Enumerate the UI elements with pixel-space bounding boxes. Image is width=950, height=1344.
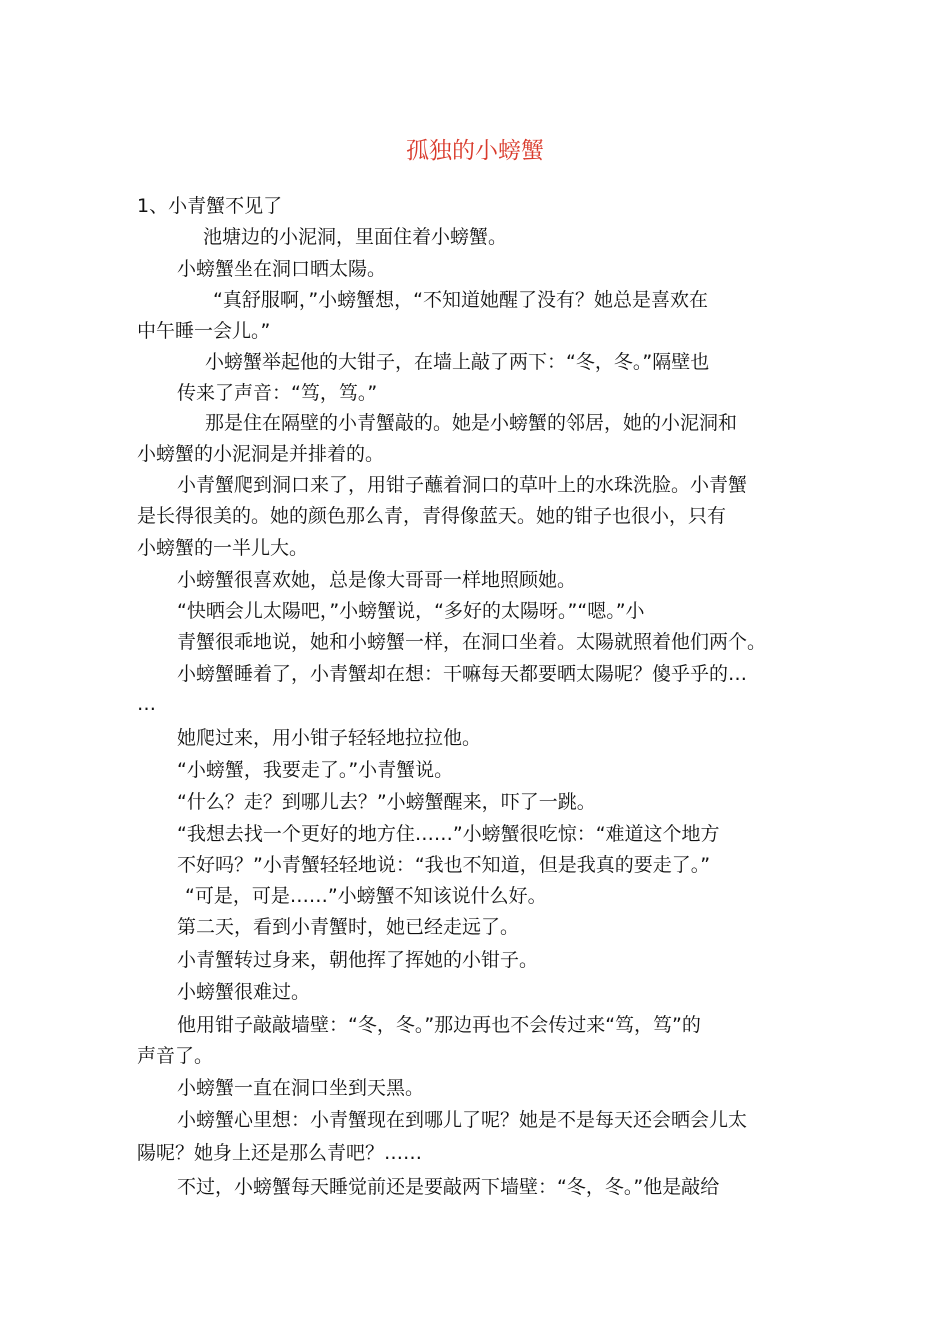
text-line: “我想去找一个更好的地方住……”小螃蟹很吃惊：“难道这个地方 (177, 823, 720, 845)
text-line: 小青蟹爬到洞口来了，用钳子蘸着洞口的草叶上的水珠洗脸。小青蟹 (177, 474, 748, 496)
text-line: 小螃蟹的小泥洞是并排着的。 (137, 443, 385, 465)
text-line: “什么？走？到哪儿去？”小螃蟹醒来，吓了一跳。 (177, 791, 596, 813)
text-line: 他用钳子敲敲墙壁：“冬，冬。”那边再也不会传过来“笃，笃”的 (177, 1014, 701, 1036)
text-line: 那是住在隔壁的小青蟹敲的。她是小螃蟹的邻居，她的小泥洞和 (205, 412, 738, 434)
text-line: 小青蟹转过身来，朝他挥了挥她的小钳子。 (177, 949, 539, 971)
text-line: 池塘边的小泥洞，里面住着小螃蟹。 (203, 226, 508, 248)
text-line: 小螃蟹心里想：小青蟹现在到哪儿了呢？她是不是每天还会晒会儿太 (177, 1109, 748, 1131)
text-line: 小螃蟹的一半儿大。 (137, 537, 309, 559)
text-line: 小螃蟹一直在洞口坐到天黑。 (177, 1077, 425, 1099)
text-line: “可是，可是……”小螃蟹不知该说什么好。 (185, 885, 547, 907)
text-line: … (137, 693, 156, 715)
text-line: 小螃蟹举起他的大钳子，在墙上敲了两下：“冬，冬。”隔壁也 (205, 351, 710, 373)
text-line: 小螃蟹很喜欢她，总是像大哥哥一样地照顾她。 (177, 569, 577, 591)
page-title: 孤独的小螃蟹 (406, 138, 544, 164)
text-line: 小螃蟹睡着了，小青蟹却在想：干嘛每天都要晒太陽呢？傻乎乎的… (177, 663, 748, 685)
section-heading: 1、小青蟹不见了 (137, 195, 283, 217)
text-line: 传来了声音：“笃，笃。” (177, 382, 378, 404)
text-line: “小螃蟹，我要走了。”小青蟹说。 (177, 759, 454, 781)
text-line: 陽呢？她身上还是那么青吧？…… (137, 1142, 423, 1164)
text-line: 小螃蟹很难过。 (177, 981, 311, 1003)
text-line: “真舒服啊，”小螃蟹想，“不知道她醒了没有？她总是喜欢在 (213, 289, 709, 311)
text-line: 中午睡一会儿。” (137, 320, 271, 342)
text-line: 第二天，看到小青蟹时，她已经走远了。 (177, 916, 520, 938)
text-line: 不过，小螃蟹每天睡觉前还是要敲两下墙壁：“冬，冬。”他是敲给 (177, 1176, 720, 1198)
text-line: 她爬过来，用小钳子轻轻地拉拉他。 (177, 727, 482, 749)
text-line: 声音了。 (137, 1045, 214, 1067)
text-line: 小螃蟹坐在洞口晒太陽。 (177, 258, 387, 280)
text-line: 是长得很美的。她的颜色那么青，青得像蓝天。她的钳子也很小，只有 (137, 505, 727, 527)
text-line: “快晒会儿太陽吧，”小螃蟹说，“多好的太陽呀。”“嗯。”小 (177, 600, 645, 622)
text-line: 青蟹很乖地说，她和小螃蟹一样，在洞口坐着。太陽就照着他们两个。 (177, 631, 767, 653)
text-line: 不好吗？”小青蟹轻轻地说：“我也不知道，但是我真的要走了。” (177, 854, 711, 876)
